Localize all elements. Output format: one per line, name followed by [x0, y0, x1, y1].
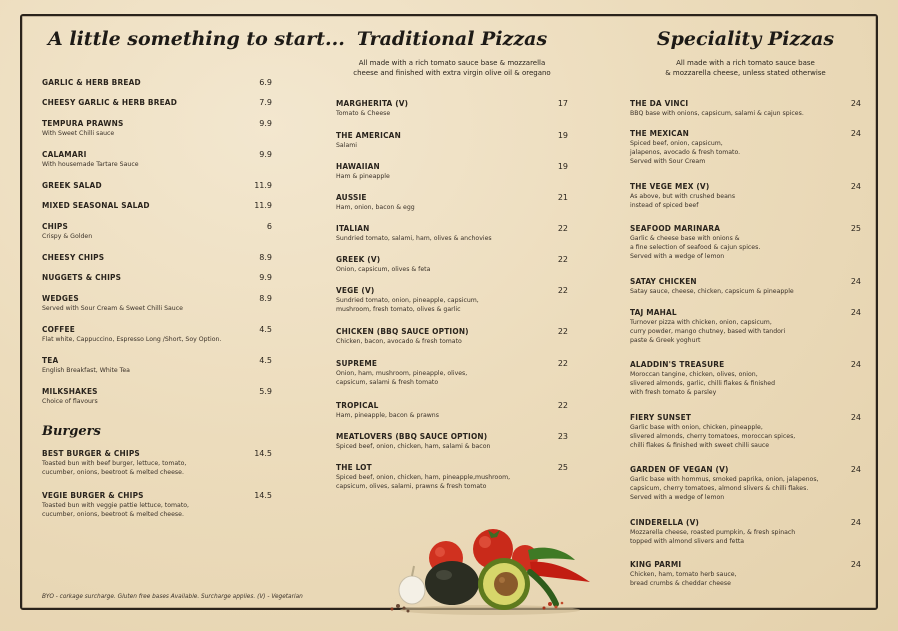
item-description: With Sweet Chilli sauce [42, 130, 115, 137]
item-description: Ham & pineapple [336, 173, 390, 180]
item-name: GARLIC & HERB BREAD [42, 77, 141, 87]
item-description: Chicken, ham, tomato herb sauce, [630, 571, 737, 578]
subtitle-line: & mozzarella cheese, unless stated otherwise [665, 69, 826, 77]
item-price: 19 [557, 162, 568, 171]
item-name: COFFEE [42, 324, 75, 334]
vegetables-illustration [380, 520, 600, 616]
item-name: MARGHERITA (V) [336, 98, 409, 108]
item-name: THE LOT [336, 462, 372, 472]
item-price: 14.5 [254, 491, 272, 500]
item-name: THE DA VINCI [630, 98, 689, 108]
menu-item [336, 326, 568, 346]
item-description: capsicum, salami & fresh tomato [336, 379, 439, 386]
item-description: Onion, capsicum, olives & feta [336, 266, 431, 273]
item-description: Toasted bun with beef burger, lettuce, tomato, [42, 460, 187, 467]
item-description: curry powder, mango chutney, based with tandori [630, 328, 786, 335]
menu-item [42, 252, 272, 263]
item-price: 24 [850, 129, 861, 138]
item-name: CHEESY CHIPS [42, 252, 105, 262]
speciality-subtitle [630, 58, 861, 78]
menu-item [336, 223, 568, 243]
item-price: 9.9 [259, 150, 272, 159]
item-price: 24 [850, 560, 861, 569]
menu-item [630, 517, 861, 546]
item-name: GREEK (V) [336, 254, 381, 264]
item-name: NUGGETS & CHIPS [42, 272, 122, 282]
item-price: 25 [557, 463, 568, 472]
item-name: THE MEXICAN [630, 128, 690, 138]
item-description: Sundried tomato, salami, ham, olives & anchovies [336, 235, 492, 242]
item-description: capsicum, olives, salami, prawns & fresh tomato [336, 483, 487, 490]
item-price: 9.9 [259, 273, 272, 282]
item-description: cucumber, onions, beetroot & melted cheese. [42, 469, 184, 476]
item-description: Crispy & Golden [42, 233, 93, 240]
menu-item [630, 223, 861, 261]
item-price: 25 [850, 224, 861, 233]
item-name: ALADDIN'S TREASURE [630, 359, 725, 369]
item-price: 4.5 [259, 356, 272, 365]
menu-item [630, 181, 861, 210]
item-description: Mozzarella cheese, roasted pumpkin, & fresh spinach [630, 529, 796, 536]
item-description: instead of spiced beef [630, 202, 699, 209]
menu-item [42, 118, 272, 138]
item-price: 24 [850, 465, 861, 474]
item-description: Moroccan tangine, chicken, olives, onion, [630, 371, 758, 378]
item-description: With housemade Tartare Sauce [42, 161, 139, 168]
item-price: 24 [850, 182, 861, 191]
item-price: 7.9 [259, 98, 272, 107]
item-name: THE AMERICAN [336, 130, 401, 140]
item-name: TROPICAL [336, 400, 379, 410]
item-name: MILKSHAKES [42, 386, 98, 396]
item-description: Satay sauce, cheese, chicken, capsicum & pineapple [630, 288, 794, 295]
item-description: jalapenos, avocado & fresh tomato. [630, 149, 741, 156]
item-description: topped with almond slivers and fetta [630, 538, 745, 545]
item-description: cucumber, onions, beetroot & melted cheese. [42, 511, 184, 518]
item-name: HAWAIIAN [336, 161, 380, 171]
item-description: Ham, pineapple, bacon & prawns [336, 412, 439, 419]
menu-item [42, 200, 272, 211]
item-price: 24 [850, 518, 861, 527]
item-price: 5.9 [259, 387, 272, 396]
item-name: CHEESY GARLIC & HERB BREAD [42, 97, 178, 107]
item-name: GARDEN OF VEGAN (V) [630, 464, 729, 474]
item-price: 8.9 [259, 294, 272, 303]
item-price: 14.5 [254, 449, 272, 458]
menu-item [630, 98, 861, 118]
item-description: slivered almonds, garlic, chilli flakes & finished [630, 380, 776, 387]
item-description: Garlic & cheese base with onions & [630, 235, 740, 242]
item-name: VEGE (V) [336, 285, 375, 295]
menu-item [42, 386, 272, 406]
item-description: Flat white, Cappuccino, Espresso Long /Short, Soy Option. [42, 336, 222, 343]
item-description: Spiced beef, onion, chicken, ham, pineapple,mushroom, [336, 474, 511, 481]
item-price: 11.9 [254, 201, 272, 210]
menu-item [336, 254, 568, 274]
item-description: Toasted bun with veggie pattie lettuce, tomato, [42, 502, 190, 509]
item-price: 4.5 [259, 325, 272, 334]
item-description: Chicken, bacon, avocado & fresh tomato [336, 338, 462, 345]
item-name: CALAMARI [42, 149, 87, 159]
item-name: WEDGES [42, 293, 79, 303]
menu-item [630, 359, 861, 397]
starters-title: A little something to start... [48, 28, 345, 50]
menu-item [336, 462, 568, 491]
item-description: slivered almonds, cherry tomatoes, moroccan spices, [630, 433, 796, 440]
item-name: ITALIAN [336, 223, 370, 233]
item-price: 9.9 [259, 119, 272, 128]
menu-item [42, 221, 272, 241]
menu-item [336, 431, 568, 451]
item-description: Spiced beef, onion, capsicum, [630, 140, 723, 147]
menu-item [336, 161, 568, 181]
item-price: 23 [557, 432, 568, 441]
menu-item [42, 97, 272, 108]
item-name: FIERY SUNSET [630, 412, 692, 422]
item-price: 6.9 [259, 78, 272, 87]
menu-item [42, 324, 272, 344]
menu-item [42, 448, 272, 477]
item-description: English Breakfast, White Tea [42, 367, 130, 374]
item-description: Choice of flavours [42, 398, 98, 405]
item-name: GREEK SALAD [42, 180, 102, 190]
item-price: 24 [850, 308, 861, 317]
item-description: Served with Sour Cream [630, 158, 706, 165]
item-price: 22 [557, 224, 568, 233]
menu-item [42, 180, 272, 191]
item-description: bread crumbs & cheddar cheese [630, 580, 731, 587]
item-description: Spiced beef, onion, chicken, ham, salami & bacon [336, 443, 491, 450]
item-price: 21 [557, 193, 568, 202]
item-name: SEAFOOD MARINARA [630, 223, 721, 233]
item-description: Garlic base with hommus, smoked paprika, onion, jalapenos, [630, 476, 819, 483]
item-price: 17 [557, 99, 568, 108]
item-price: 8.9 [259, 253, 272, 262]
item-name: THE VEGE MEX (V) [630, 181, 710, 191]
menu-item [630, 307, 861, 345]
item-description: Garlic base with onion, chicken, pineapple, [630, 424, 763, 431]
item-price: 22 [557, 327, 568, 336]
menu-item [42, 149, 272, 169]
menu-item [336, 130, 568, 150]
menu-item [42, 272, 272, 283]
item-price: 22 [557, 401, 568, 410]
menu-item [42, 293, 272, 313]
menu-item [336, 400, 568, 420]
item-description: BBQ base with onions, capsicum, salami & cajun spices. [630, 110, 804, 117]
menu-item [42, 490, 272, 519]
item-name: MEATLOVERS (BBQ SAUCE OPTION) [336, 431, 488, 441]
menu-item [42, 77, 272, 88]
item-description: Served with a wedge of lemon [630, 253, 725, 260]
item-price: 22 [557, 359, 568, 368]
menu-item [336, 192, 568, 212]
subtitle-line: cheese and finished with extra virgin olive oil & oregano [353, 69, 551, 77]
subtitle-line: All made with a rich tomato sauce base [676, 59, 815, 67]
item-price: 22 [557, 255, 568, 264]
item-name: TEMPURA PRAWNS [42, 118, 124, 128]
footer-notes: BYO - corkage surcharge. Gluten free bases Available. Surcharge applies. (V) - Vegetarian [42, 594, 303, 600]
traditional-title: Traditional Pizzas [356, 28, 548, 50]
menu-item [630, 412, 861, 450]
item-description: Served with a wedge of lemon [630, 494, 725, 501]
item-price: 24 [850, 99, 861, 108]
item-description: a fine selection of seafood & cajun spices. [630, 244, 761, 251]
item-name: SUPREME [336, 358, 378, 368]
item-description: Tomato & Cheese [336, 110, 391, 117]
item-description: mushroom, fresh tomato, olives & garlic [336, 306, 461, 313]
item-description: Salami [336, 142, 357, 149]
menu-item [630, 464, 861, 502]
item-name: CINDERELLA (V) [630, 517, 700, 527]
starters-column [42, 28, 345, 518]
item-name: VEGIE BURGER & CHIPS [42, 490, 144, 500]
item-description: Sundried tomato, onion, pineapple, capsicum, [336, 297, 479, 304]
item-description: Onion, ham, mushroom, pineapple, olives, [336, 370, 468, 377]
menu-item [336, 358, 568, 387]
traditional-subtitle [336, 58, 568, 78]
item-name: BEST BURGER & CHIPS [42, 448, 140, 458]
item-name: KING PARMI [630, 559, 682, 569]
item-price: 24 [850, 277, 861, 286]
item-description: paste & Greek yoghurt [630, 337, 701, 344]
item-description: Ham, onion, bacon & egg [336, 204, 415, 211]
menu-item [630, 128, 861, 166]
item-price: 22 [557, 286, 568, 295]
item-price: 24 [850, 360, 861, 369]
item-name: TEA [42, 355, 59, 365]
burgers-title: Burgers [42, 424, 101, 439]
menu-item [630, 276, 861, 296]
speciality-title: Speciality Pizzas [656, 28, 835, 50]
traditional-column [336, 28, 568, 490]
item-price: 19 [557, 131, 568, 140]
menu-item [630, 559, 861, 588]
item-description: Turnover pizza with chicken, onion, capsicum, [630, 319, 772, 326]
menu-item [336, 98, 568, 118]
item-description: with fresh tomato & parsley [630, 389, 717, 396]
menu-item [336, 285, 568, 314]
item-name: TAJ MAHAL [630, 307, 677, 317]
item-description: As above, but with crushed beans [630, 193, 736, 200]
item-name: SATAY CHICKEN [630, 276, 697, 286]
subtitle-line: All made with a rich tomato sauce base & mozzarella [358, 59, 546, 67]
speciality-column [630, 28, 861, 587]
item-description: Served with Sour Cream & Sweet Chilli Sauce [42, 305, 183, 312]
item-price: 11.9 [254, 181, 272, 190]
menu-item [42, 355, 272, 375]
item-description: chilli flakes & finished with sweet chilli sauce [630, 442, 770, 449]
item-name: MIXED SEASONAL SALAD [42, 200, 150, 210]
item-price: 24 [850, 413, 861, 422]
item-name: CHIPS [42, 221, 69, 231]
item-name: CHICKEN (BBQ SAUCE OPTION) [336, 326, 469, 336]
item-price: 6 [266, 222, 272, 231]
item-description: capsicum, cherry tomatoes, almond slivers & chilli flakes. [630, 485, 809, 492]
item-name: AUSSIE [336, 192, 367, 202]
